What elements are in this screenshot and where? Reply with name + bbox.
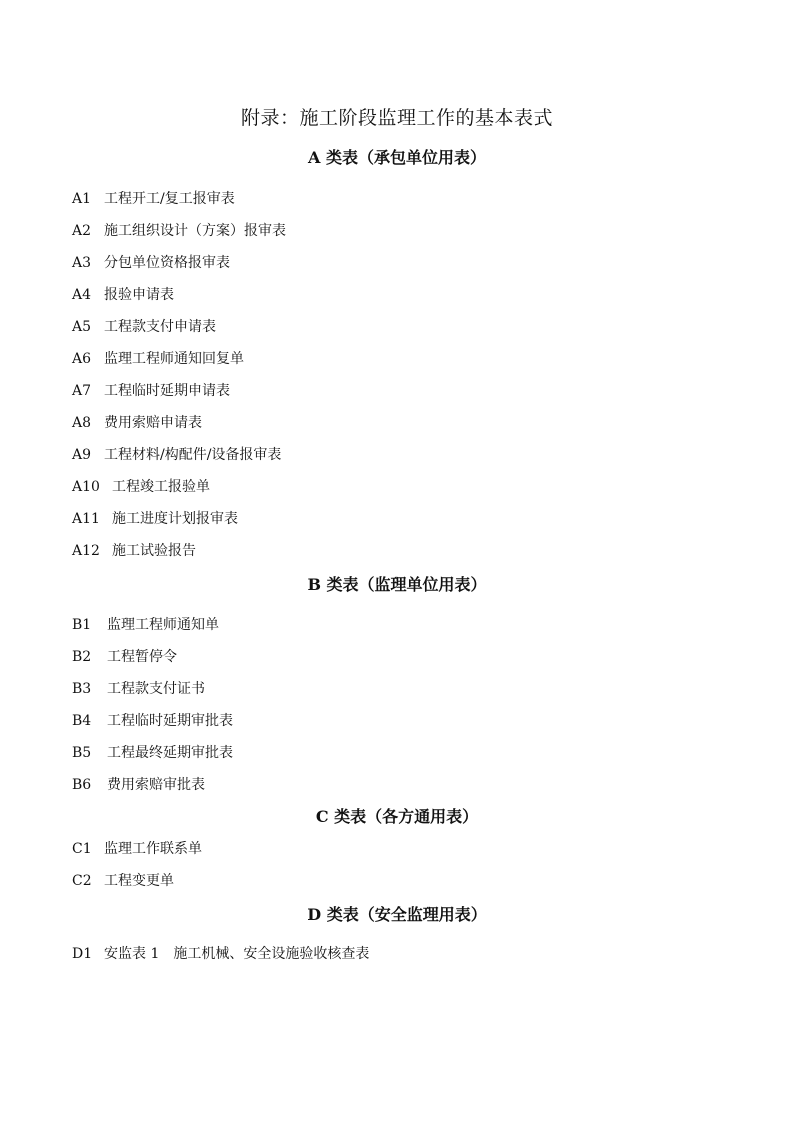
item-name: 费用索赔申请表 — [104, 415, 202, 431]
item-name: 工程竣工报验单 — [112, 479, 210, 495]
item-name: 工程最终延期审批表 — [107, 745, 233, 761]
section-a-title: A 类表（承包单位用表） — [308, 148, 486, 167]
item-code: B5 — [72, 745, 92, 761]
item-code: A9 — [72, 447, 92, 463]
item-subcode: 安监表 1 — [104, 946, 160, 962]
item-code: A8 — [72, 415, 92, 431]
list-item — [72, 678, 205, 700]
item-name: 工程暂停令 — [107, 649, 177, 665]
item-code: B6 — [72, 777, 92, 793]
item-code: A6 — [72, 351, 92, 367]
item-name: 施工进度计划报审表 — [112, 511, 238, 527]
item-name: 监理工程师通知单 — [107, 617, 219, 633]
item-name: 工程临时延期审批表 — [107, 713, 233, 729]
list-item — [72, 710, 233, 732]
item-code: A1 — [72, 191, 92, 207]
list-item — [72, 870, 174, 892]
list-item — [72, 614, 219, 636]
item-name: 工程材料/构配件/设备报审表 — [104, 447, 282, 463]
section-b-title: B 类表（监理单位用表） — [307, 575, 487, 594]
item-name: 费用索赔审批表 — [107, 777, 205, 793]
item-code: A2 — [72, 223, 92, 239]
item-code: A3 — [72, 255, 92, 271]
item-name: 工程款支付申请表 — [104, 319, 216, 335]
item-code: A10 — [72, 479, 100, 495]
item-name: 监理工作联系单 — [104, 841, 202, 857]
item-code: A11 — [72, 511, 100, 527]
list-item — [72, 252, 230, 274]
item-name: 工程临时延期申请表 — [104, 383, 230, 399]
item-code: B3 — [72, 681, 92, 697]
list-item — [72, 476, 210, 498]
list-item — [72, 348, 244, 370]
list-item — [72, 943, 369, 965]
page-title: 附录：施工阶段监理工作的基本表式 — [240, 107, 553, 129]
item-name: 施工机械、安全设施验收核查表 — [173, 946, 370, 962]
item-name: 工程变更单 — [104, 873, 174, 889]
item-name: 报验申请表 — [104, 287, 174, 303]
item-code: A7 — [72, 383, 92, 399]
list-item — [72, 540, 196, 562]
item-code: A4 — [72, 287, 92, 303]
item-code: D1 — [72, 946, 93, 962]
item-code: C1 — [72, 841, 92, 857]
list-item — [72, 646, 177, 668]
item-name: 分包单位资格报审表 — [104, 255, 230, 271]
item-name: 施工组织设计（方案）报审表 — [104, 223, 286, 239]
list-item — [72, 774, 205, 796]
item-code: C2 — [72, 873, 92, 889]
item-name: 工程开工/复工报审表 — [104, 191, 235, 207]
item-name: 工程款支付证书 — [107, 681, 205, 697]
list-item — [72, 284, 174, 306]
item-name: 监理工程师通知回复单 — [104, 351, 244, 367]
item-code: B1 — [72, 617, 92, 633]
list-item — [72, 742, 233, 764]
item-code: A12 — [72, 543, 100, 559]
list-item — [72, 316, 216, 338]
item-code: A5 — [72, 319, 92, 335]
list-item — [72, 838, 202, 860]
list-item — [72, 444, 281, 466]
item-name: 施工试验报告 — [112, 543, 196, 559]
item-code: B2 — [72, 649, 92, 665]
list-item — [72, 412, 202, 434]
section-d-title: D 类表（安全监理用表） — [307, 905, 487, 924]
list-item — [72, 188, 235, 210]
list-item — [72, 508, 238, 530]
list-item — [72, 220, 286, 242]
list-item — [72, 380, 230, 402]
item-code: B4 — [72, 713, 92, 729]
section-c-title: C 类表（各方通用表） — [315, 807, 479, 826]
